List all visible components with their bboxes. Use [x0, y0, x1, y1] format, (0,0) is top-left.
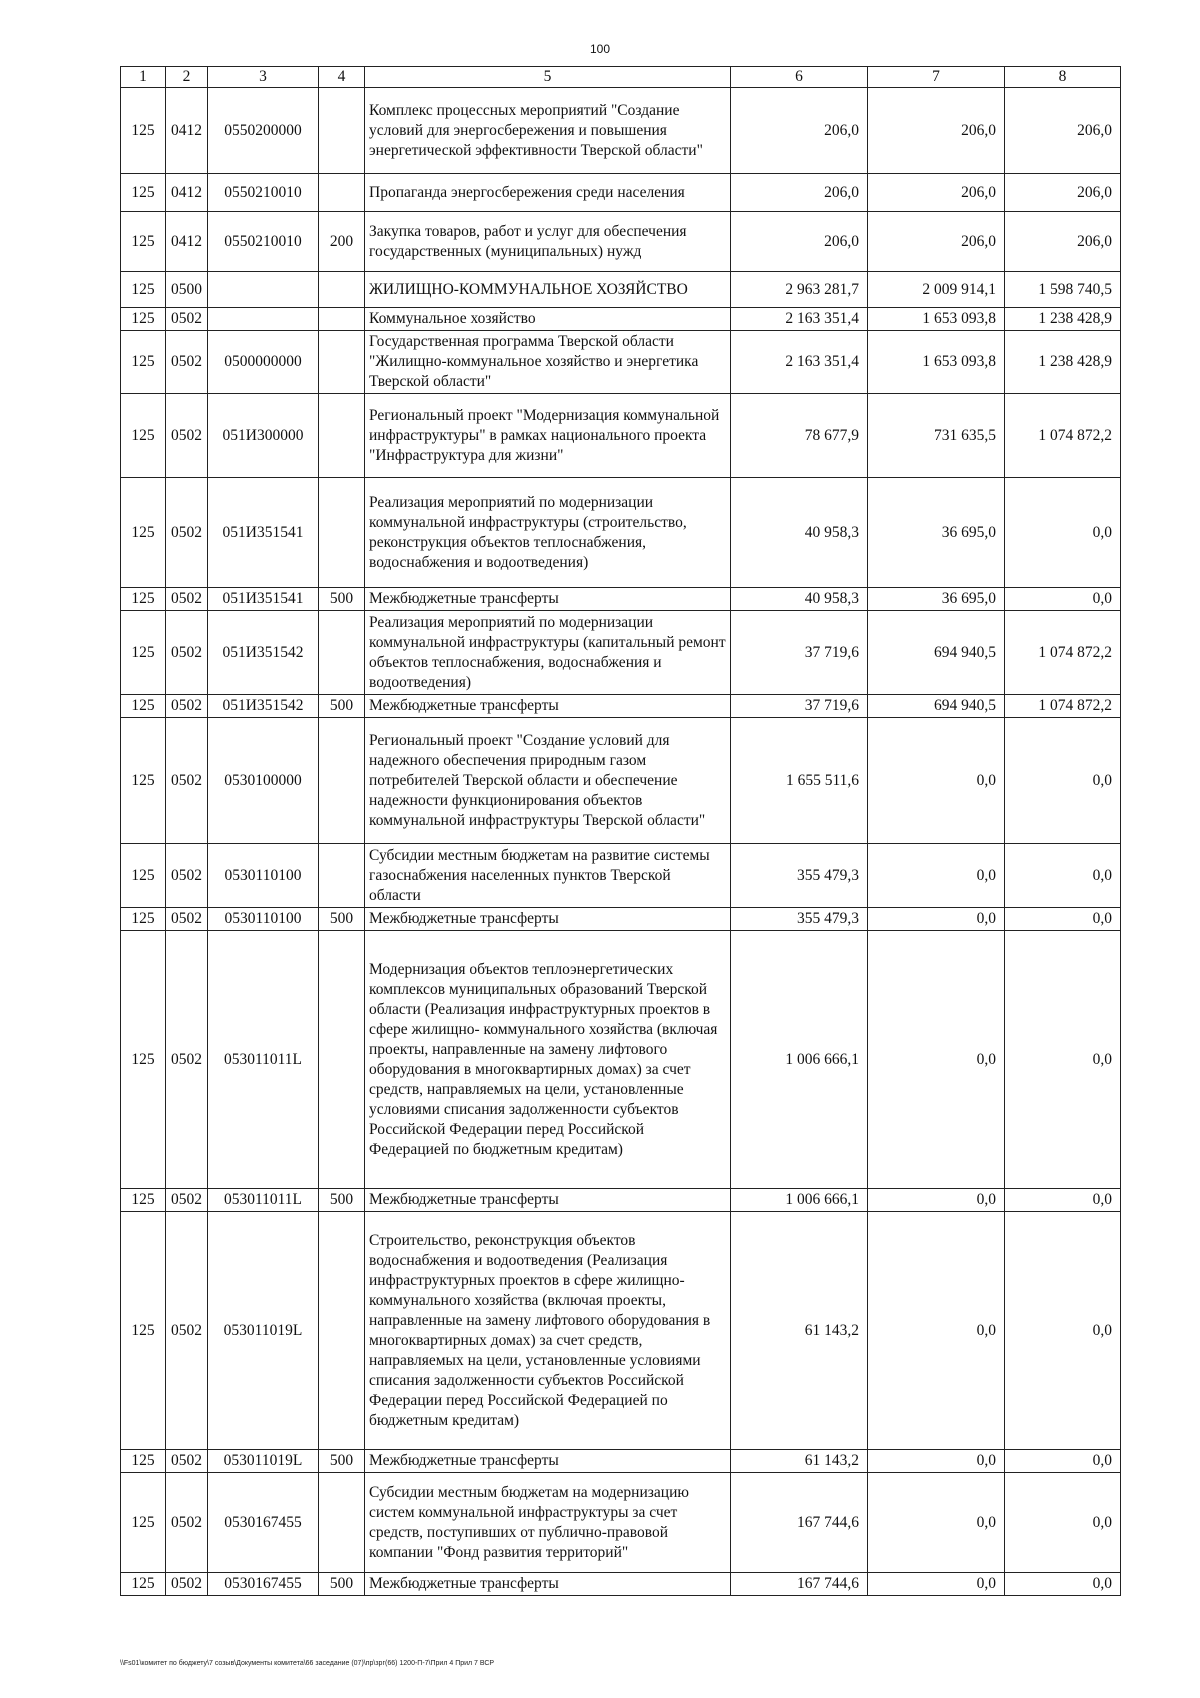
- table-row: [121, 478, 1121, 588]
- cell-amount-year3: 1 074 872,2: [1005, 611, 1121, 695]
- cell-expense-type: [319, 1212, 365, 1450]
- cell-expense-type: 500: [319, 1573, 365, 1596]
- cell-target-article: 053011011L: [208, 1189, 319, 1212]
- cell-amount-year3: 0,0: [1005, 1450, 1121, 1473]
- cell-target-article: 0530167455: [208, 1573, 319, 1596]
- cell-section-code: 0502: [166, 1450, 208, 1473]
- cell-amount-year3: 0,0: [1005, 844, 1121, 908]
- column-header: 1: [121, 67, 166, 88]
- cell-amount-year3: 1 598 740,5: [1005, 272, 1121, 308]
- cell-description: Модернизация объектов теплоэнергетических комплексов муниципальных образований Тверской области (Реализация инфраструктурных проектов в сфере жилищно- коммунального хозяйства (включая проекты, направленные на замену лифтового оборудования в многоквартирных домах) за счет средств, направляемых на цели, установленные условиями списания задолженности субъектов Российской Федерации перед Российской Федерацией по бюджетным кредитам): [365, 931, 731, 1189]
- cell-admin-code: 125: [121, 695, 166, 718]
- cell-admin-code: 125: [121, 272, 166, 308]
- cell-amount-year1: 167 744,6: [731, 1573, 868, 1596]
- cell-admin-code: 125: [121, 1450, 166, 1473]
- table-row: [121, 931, 1121, 1189]
- cell-section-code: 0502: [166, 331, 208, 394]
- cell-target-article: 053011019L: [208, 1450, 319, 1473]
- cell-amount-year2: 0,0: [868, 1450, 1005, 1473]
- cell-amount-year3: 0,0: [1005, 478, 1121, 588]
- cell-amount-year3: 0,0: [1005, 588, 1121, 611]
- cell-amount-year1: 40 958,3: [731, 588, 868, 611]
- cell-amount-year3: 0,0: [1005, 908, 1121, 931]
- table-row: [121, 588, 1121, 611]
- cell-target-article: [208, 272, 319, 308]
- cell-expense-type: [319, 931, 365, 1189]
- cell-amount-year1: 206,0: [731, 88, 868, 174]
- cell-amount-year1: 1 006 666,1: [731, 1189, 868, 1212]
- cell-admin-code: 125: [121, 331, 166, 394]
- cell-section-code: 0412: [166, 212, 208, 272]
- cell-section-code: 0412: [166, 88, 208, 174]
- cell-expense-type: [319, 331, 365, 394]
- cell-admin-code: 125: [121, 844, 166, 908]
- cell-amount-year1: 61 143,2: [731, 1450, 868, 1473]
- cell-section-code: 0502: [166, 1212, 208, 1450]
- column-header: 7: [868, 67, 1005, 88]
- cell-description: Межбюджетные трансферты: [365, 695, 731, 718]
- cell-section-code: 0502: [166, 1573, 208, 1596]
- cell-description: ЖИЛИЩНО-КОММУНАЛЬНОЕ ХОЗЯЙСТВО: [365, 272, 731, 308]
- table-row: [121, 1189, 1121, 1212]
- cell-amount-year3: 206,0: [1005, 88, 1121, 174]
- cell-section-code: 0412: [166, 174, 208, 212]
- cell-description: Региональный проект "Модернизация коммунальной инфраструктуры" в рамках национального проекта "Инфраструктура для жизни": [365, 394, 731, 478]
- cell-expense-type: 500: [319, 588, 365, 611]
- cell-amount-year1: 61 143,2: [731, 1212, 868, 1450]
- cell-expense-type: [319, 611, 365, 695]
- cell-amount-year1: 355 479,3: [731, 844, 868, 908]
- table-row: [121, 718, 1121, 844]
- column-header: 5: [365, 67, 731, 88]
- cell-amount-year3: 206,0: [1005, 174, 1121, 212]
- cell-target-article: 051И351541: [208, 478, 319, 588]
- cell-admin-code: 125: [121, 1189, 166, 1212]
- cell-amount-year1: 206,0: [731, 174, 868, 212]
- cell-amount-year3: 0,0: [1005, 1473, 1121, 1573]
- cell-amount-year2: 0,0: [868, 1573, 1005, 1596]
- cell-amount-year2: 0,0: [868, 1212, 1005, 1450]
- table-row: [121, 611, 1121, 695]
- cell-amount-year2: 0,0: [868, 844, 1005, 908]
- table-row: [121, 1212, 1121, 1450]
- cell-amount-year2: 694 940,5: [868, 695, 1005, 718]
- cell-target-article: 0550200000: [208, 88, 319, 174]
- cell-section-code: 0502: [166, 394, 208, 478]
- cell-description: Межбюджетные трансферты: [365, 1573, 731, 1596]
- cell-description: Коммунальное хозяйство: [365, 308, 731, 331]
- cell-admin-code: 125: [121, 908, 166, 931]
- cell-section-code: 0502: [166, 695, 208, 718]
- cell-section-code: 0502: [166, 308, 208, 331]
- cell-target-article: 0530100000: [208, 718, 319, 844]
- table-header-row: [121, 67, 1121, 88]
- cell-target-article: 051И351542: [208, 611, 319, 695]
- cell-amount-year2: 206,0: [868, 88, 1005, 174]
- cell-amount-year2: 1 653 093,8: [868, 308, 1005, 331]
- cell-section-code: 0502: [166, 588, 208, 611]
- cell-expense-type: 500: [319, 695, 365, 718]
- cell-admin-code: 125: [121, 1573, 166, 1596]
- cell-amount-year2: 206,0: [868, 174, 1005, 212]
- cell-amount-year2: 0,0: [868, 908, 1005, 931]
- table-row: [121, 394, 1121, 478]
- cell-amount-year1: 37 719,6: [731, 611, 868, 695]
- cell-admin-code: 125: [121, 1212, 166, 1450]
- table-row: [121, 212, 1121, 272]
- cell-amount-year1: 206,0: [731, 212, 868, 272]
- footer-file-path: \\Fs01\комитет по бюджету\7 созыв\Документы комитета\66 заседание (07)\пр\зрг(66) 1200-П-7\Прил 4 Прил 7 ВСР: [120, 1660, 495, 1667]
- cell-amount-year1: 2 963 281,7: [731, 272, 868, 308]
- cell-expense-type: [319, 478, 365, 588]
- cell-amount-year1: 37 719,6: [731, 695, 868, 718]
- table-row: [121, 88, 1121, 174]
- cell-amount-year2: 0,0: [868, 1189, 1005, 1212]
- cell-target-article: 0550210010: [208, 174, 319, 212]
- cell-amount-year1: 2 163 351,4: [731, 331, 868, 394]
- table-row: [121, 844, 1121, 908]
- table-row: [121, 1573, 1121, 1596]
- cell-amount-year2: 694 940,5: [868, 611, 1005, 695]
- column-header: 8: [1005, 67, 1121, 88]
- cell-admin-code: 125: [121, 212, 166, 272]
- cell-amount-year1: 2 163 351,4: [731, 308, 868, 331]
- cell-target-article: 051И300000: [208, 394, 319, 478]
- cell-target-article: 0550210010: [208, 212, 319, 272]
- cell-amount-year2: 36 695,0: [868, 478, 1005, 588]
- cell-description: Межбюджетные трансферты: [365, 1450, 731, 1473]
- cell-description: Комплекс процессных мероприятий "Создание условий для энергосбережения и повышения энергетической эффективности Тверской области": [365, 88, 731, 174]
- cell-section-code: 0502: [166, 611, 208, 695]
- cell-amount-year3: 0,0: [1005, 931, 1121, 1189]
- cell-admin-code: 125: [121, 1473, 166, 1573]
- table-row: [121, 272, 1121, 308]
- cell-amount-year1: 167 744,6: [731, 1473, 868, 1573]
- cell-amount-year2: 0,0: [868, 1473, 1005, 1573]
- page-number: 100: [589, 42, 611, 56]
- cell-admin-code: 125: [121, 611, 166, 695]
- cell-section-code: 0502: [166, 844, 208, 908]
- cell-amount-year3: 0,0: [1005, 1212, 1121, 1450]
- cell-admin-code: 125: [121, 718, 166, 844]
- cell-amount-year3: 1 238 428,9: [1005, 331, 1121, 394]
- table-row: [121, 1473, 1121, 1573]
- cell-amount-year3: 1 074 872,2: [1005, 394, 1121, 478]
- cell-amount-year2: 0,0: [868, 718, 1005, 844]
- cell-expense-type: 500: [319, 1189, 365, 1212]
- cell-amount-year2: 206,0: [868, 212, 1005, 272]
- table-row: [121, 1450, 1121, 1473]
- cell-admin-code: 125: [121, 308, 166, 331]
- column-header: 2: [166, 67, 208, 88]
- cell-description: Межбюджетные трансферты: [365, 908, 731, 931]
- cell-target-article: 0530110100: [208, 844, 319, 908]
- cell-amount-year2: 1 653 093,8: [868, 331, 1005, 394]
- budget-table: [120, 66, 1121, 1596]
- table-row: [121, 308, 1121, 331]
- cell-admin-code: 125: [121, 478, 166, 588]
- cell-expense-type: [319, 844, 365, 908]
- cell-amount-year1: 355 479,3: [731, 908, 868, 931]
- cell-description: Государственная программа Тверской области "Жилищно-коммунальное хозяйство и энергетика Тверской области": [365, 331, 731, 394]
- cell-section-code: 0502: [166, 908, 208, 931]
- cell-expense-type: [319, 394, 365, 478]
- table-row: [121, 908, 1121, 931]
- cell-amount-year3: 206,0: [1005, 212, 1121, 272]
- cell-expense-type: [319, 308, 365, 331]
- cell-target-article: 051И351542: [208, 695, 319, 718]
- cell-expense-type: 500: [319, 1450, 365, 1473]
- column-header: 3: [208, 67, 319, 88]
- cell-description: Реализация мероприятий по модернизации коммунальной инфраструктуры (капитальный ремонт объектов теплоснабжения, водоснабжения и водоотведения): [365, 611, 731, 695]
- column-header: 4: [319, 67, 365, 88]
- cell-section-code: 0502: [166, 1189, 208, 1212]
- cell-expense-type: 200: [319, 212, 365, 272]
- cell-admin-code: 125: [121, 931, 166, 1189]
- cell-section-code: 0502: [166, 1473, 208, 1573]
- cell-section-code: 0502: [166, 931, 208, 1189]
- cell-description: Субсидии местным бюджетам на модернизацию систем коммунальной инфраструктуры за счет средств, поступивших от публично-правовой компании "Фонд развития территорий": [365, 1473, 731, 1573]
- cell-amount-year3: 0,0: [1005, 1573, 1121, 1596]
- cell-admin-code: 125: [121, 174, 166, 212]
- cell-amount-year2: 731 635,5: [868, 394, 1005, 478]
- cell-expense-type: [319, 718, 365, 844]
- cell-admin-code: 125: [121, 88, 166, 174]
- table-row: [121, 331, 1121, 394]
- cell-description: Межбюджетные трансферты: [365, 588, 731, 611]
- cell-amount-year3: 0,0: [1005, 718, 1121, 844]
- cell-expense-type: [319, 88, 365, 174]
- cell-expense-type: [319, 272, 365, 308]
- cell-section-code: 0500: [166, 272, 208, 308]
- cell-target-article: [208, 308, 319, 331]
- table-row: [121, 174, 1121, 212]
- column-header: 6: [731, 67, 868, 88]
- cell-target-article: 0530110100: [208, 908, 319, 931]
- cell-amount-year1: 40 958,3: [731, 478, 868, 588]
- cell-target-article: 0530167455: [208, 1473, 319, 1573]
- cell-expense-type: [319, 174, 365, 212]
- cell-target-article: 051И351541: [208, 588, 319, 611]
- cell-amount-year3: 0,0: [1005, 1189, 1121, 1212]
- cell-target-article: 053011011L: [208, 931, 319, 1189]
- table-row: [121, 695, 1121, 718]
- cell-amount-year2: 2 009 914,1: [868, 272, 1005, 308]
- cell-section-code: 0502: [166, 718, 208, 844]
- cell-description: Реализация мероприятий по модернизации коммунальной инфраструктуры (строительство, реконструкция объектов теплоснабжения, водоснабжения и водоотведения): [365, 478, 731, 588]
- cell-admin-code: 125: [121, 394, 166, 478]
- cell-description: Строительство, реконструкция объектов водоснабжения и водоотведения (Реализация инфраструктурных проектов в сфере жилищно-коммунального хозяйства (включая проекты, направленные на замену лифтового оборудования в многоквартирных домах) за счет средств, направляемых на цели, установленные условиями списания задолженности субъектов Российской Федерации перед Российской Федерацией по бюджетным кредитам): [365, 1212, 731, 1450]
- cell-description: Закупка товаров, работ и услуг для обеспечения государственных (муниципальных) нужд: [365, 212, 731, 272]
- cell-amount-year2: 36 695,0: [868, 588, 1005, 611]
- cell-admin-code: 125: [121, 588, 166, 611]
- cell-amount-year1: 1 655 511,6: [731, 718, 868, 844]
- cell-amount-year1: 1 006 666,1: [731, 931, 868, 1189]
- cell-amount-year1: 78 677,9: [731, 394, 868, 478]
- cell-description: Межбюджетные трансферты: [365, 1189, 731, 1212]
- cell-amount-year3: 1 074 872,2: [1005, 695, 1121, 718]
- cell-amount-year2: 0,0: [868, 931, 1005, 1189]
- cell-expense-type: 500: [319, 908, 365, 931]
- cell-description: Субсидии местным бюджетам на развитие системы газоснабжения населенных пунктов Тверской области: [365, 844, 731, 908]
- cell-description: Пропаганда энергосбережения среди населения: [365, 174, 731, 212]
- cell-target-article: 053011019L: [208, 1212, 319, 1450]
- cell-section-code: 0502: [166, 478, 208, 588]
- cell-description: Региональный проект "Создание условий для надежного обеспечения природным газом потребителей Тверской области и обеспечение надежности функционирования объектов коммунальной инфраструктуры Тверской области": [365, 718, 731, 844]
- cell-target-article: 0500000000: [208, 331, 319, 394]
- cell-expense-type: [319, 1473, 365, 1573]
- cell-amount-year3: 1 238 428,9: [1005, 308, 1121, 331]
